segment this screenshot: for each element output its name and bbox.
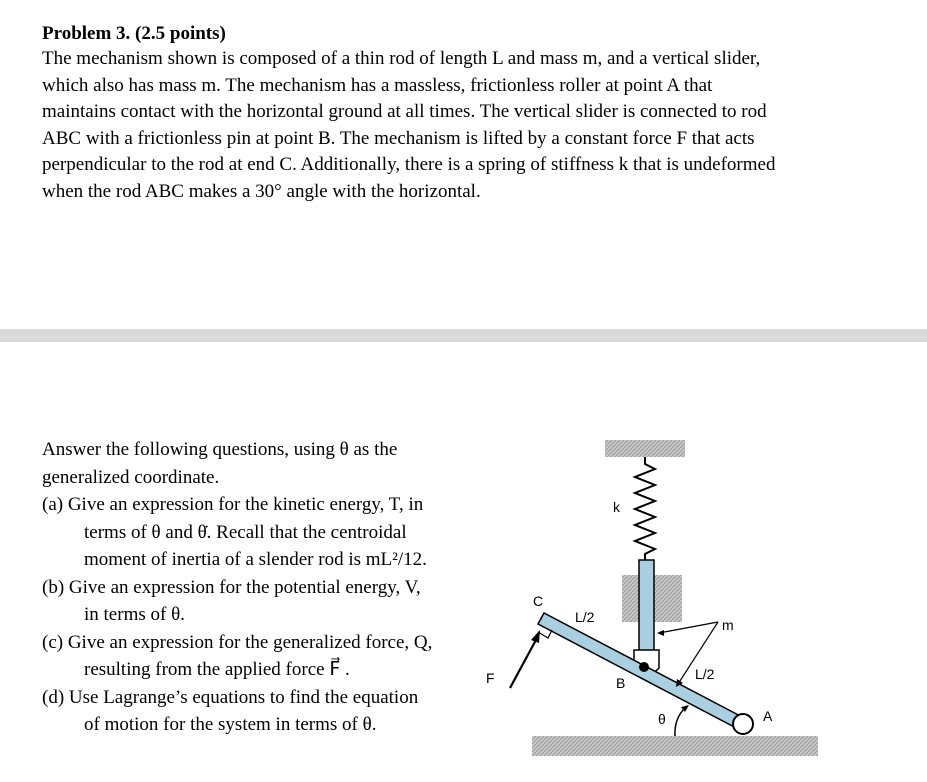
label-a: A — [763, 708, 773, 724]
question-a: (a) Give an expression for the kinetic energy, T, in — [42, 494, 424, 515]
ground — [532, 736, 818, 756]
guide-block-right — [654, 575, 682, 622]
mechanism-diagram — [470, 430, 925, 780]
question-d: (d) Use Lagrange’s equations to find the equation — [42, 686, 419, 708]
question-c: (c) Give an expression for the generalized force, Q, — [42, 631, 433, 653]
question-a-cont: terms of θ and θ̇. Recall that the centroidal — [84, 521, 407, 543]
problem-intro — [42, 46, 912, 205]
question-intro-line: Answer the following questions, using θ as the — [42, 439, 398, 460]
section-divider — [0, 329, 927, 342]
pin-b — [639, 662, 649, 672]
label-m: m — [722, 617, 734, 633]
question-a-cont: moment of inertia of a slender rod is mL²/12. — [84, 549, 427, 570]
intro-line: maintains contact with the horizontal ground at all times. The vertical slider is connected to rod — [42, 101, 767, 122]
problem-heading: Problem 3. (2.5 points) — [42, 23, 226, 44]
question-b: (b) Give an expression for the potential energy, V, — [42, 576, 421, 598]
intro-line: The mechanism shown is composed of a thin rod of length L and mass m, and a vertical slider, — [42, 48, 761, 69]
force-arrow-shaft — [510, 638, 537, 688]
guide-block-left — [622, 575, 639, 622]
label-k: k — [613, 499, 620, 515]
question-d-cont: of motion for the system in terms of θ. — [84, 714, 377, 735]
spring — [635, 457, 655, 562]
mass-pointer-slider — [659, 622, 718, 633]
intro-line: ABC with a frictionless pin at point B. The mechanism is lifted by a constant force F that acts — [42, 127, 755, 149]
label-c: C — [533, 593, 544, 609]
ceiling-support — [605, 440, 685, 457]
label-l2-left: L/2 — [575, 609, 595, 625]
label-f: F — [486, 670, 495, 686]
roller-a — [733, 714, 753, 734]
vertical-slider — [639, 560, 654, 660]
label-theta: θ — [658, 711, 666, 727]
theta-arc — [675, 707, 686, 736]
problem-statement — [42, 22, 912, 205]
mass-pointer-slider-head — [657, 630, 664, 636]
intro-line: which also has mass m. The mechanism has a massless, frictionless roller at point A that — [42, 74, 713, 96]
label-b: B — [616, 675, 626, 691]
question-b-cont: in terms of θ. — [84, 604, 185, 625]
intro-line: when the rod ABC makes a 30° angle with the horizontal. — [42, 180, 481, 202]
label-l2-right: L/2 — [695, 666, 715, 682]
question-c-cont: resulting from the applied force F⃗ . — [84, 659, 350, 680]
right-angle-marker — [538, 630, 552, 638]
question-list — [42, 436, 472, 739]
intro-line: perpendicular to the rod at end C. Additionally, there is a spring of stiffness k that is undeformed — [42, 154, 776, 175]
question-intro-line: generalized coordinate. — [42, 466, 220, 488]
